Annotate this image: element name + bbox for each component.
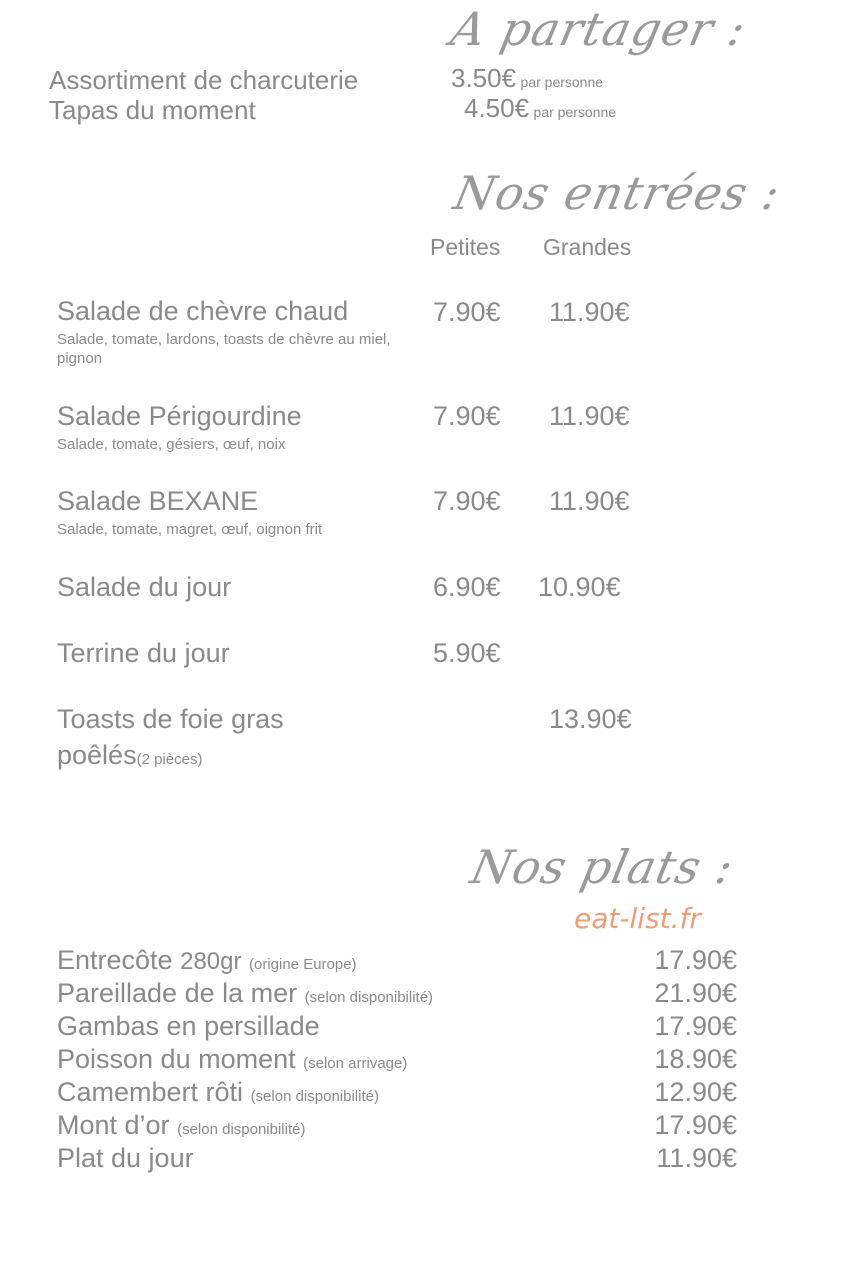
plat-price: 21.90€ bbox=[654, 978, 737, 1008]
price-unit: par personne bbox=[520, 74, 604, 90]
plat-name bbox=[57, 1110, 305, 1141]
entree-price-large: 10.90€ bbox=[538, 572, 621, 602]
entree-name: Salade BEXANE bbox=[57, 486, 259, 516]
section-title-plats: Nos plats : bbox=[466, 840, 739, 894]
plat-name-text: Pareillade de la mer bbox=[57, 978, 298, 1008]
plat-note: (selon disponibilité) bbox=[304, 989, 434, 1006]
price-value: 3.50€ bbox=[451, 63, 517, 93]
entree-description: Salade, tomate, gésiers, œuf, noix bbox=[57, 436, 286, 453]
plat-row bbox=[57, 1044, 737, 1077]
plat-name-text: Plat du jour bbox=[57, 1143, 194, 1173]
plat-row bbox=[57, 978, 737, 1011]
entree-name: Terrine du jour bbox=[57, 638, 230, 668]
plat-price: 18.90€ bbox=[654, 1044, 737, 1074]
plat-price: 17.90€ bbox=[654, 1011, 737, 1041]
column-header-petites: Petites bbox=[430, 234, 501, 260]
plat-weight: 280gr bbox=[180, 948, 242, 975]
entree-name-line2 bbox=[57, 740, 202, 771]
entree-description: Salade, tomate, lardons, toasts de chèvre au miel, pignon bbox=[57, 331, 391, 367]
plat-note: (selon arrivage) bbox=[303, 1055, 408, 1072]
plat-price: 17.90€ bbox=[654, 945, 737, 975]
entree-price-small: 7.90€ bbox=[433, 297, 501, 327]
entree-name: Toasts de foie gras bbox=[57, 704, 284, 734]
plat-name bbox=[57, 945, 357, 976]
entree-price-large: 11.90€ bbox=[549, 401, 630, 431]
entree-name: Salade Périgourdine bbox=[57, 401, 302, 431]
entree-price-small: 5.90€ bbox=[433, 638, 501, 668]
price-unit: par personne bbox=[533, 104, 617, 120]
plat-name-text: Poisson du moment bbox=[57, 1044, 296, 1074]
entree-note: (2 pièces) bbox=[136, 751, 203, 768]
plat-name bbox=[57, 1077, 379, 1108]
entree-price-small: 6.90€ bbox=[433, 572, 501, 602]
column-header-grandes: Grandes bbox=[543, 234, 632, 260]
entree-price-large: 11.90€ bbox=[549, 486, 630, 516]
plat-row bbox=[57, 1011, 737, 1044]
plat-name-text: Gambas en persillade bbox=[57, 1011, 320, 1041]
entree-name: Salade de chèvre chaud bbox=[57, 296, 349, 326]
entree-price-small: 7.90€ bbox=[433, 486, 501, 516]
plat-row bbox=[57, 1143, 737, 1176]
partager-item-name: Assortiment de charcuterie bbox=[49, 65, 359, 95]
section-title-partager: A partager : bbox=[446, 2, 752, 56]
plat-name bbox=[57, 1044, 407, 1075]
entree-price-small: 7.90€ bbox=[433, 401, 501, 431]
partager-item-price bbox=[464, 93, 616, 124]
entree-price-large: 11.90€ bbox=[549, 297, 630, 327]
plat-price: 12.90€ bbox=[654, 1077, 737, 1107]
plat-name-text: Mont d’or bbox=[57, 1110, 170, 1140]
partager-item-name: Tapas du moment bbox=[49, 95, 256, 125]
price-value: 4.50€ bbox=[464, 93, 530, 123]
entree-description: Salade, tomate, magret, œuf, oignon frit bbox=[57, 521, 323, 538]
plat-name-text: Camembert rôti bbox=[57, 1077, 244, 1107]
plat-price: 17.90€ bbox=[654, 1110, 737, 1140]
plat-name bbox=[57, 978, 433, 1009]
watermark-text: eat-list.fr bbox=[574, 902, 701, 935]
plat-price: 11.90€ bbox=[656, 1143, 737, 1173]
partager-item-price bbox=[451, 63, 603, 94]
entree-name: Salade du jour bbox=[57, 572, 232, 602]
plat-note: (selon disponibilité) bbox=[250, 1088, 379, 1105]
entree-price-large: 13.90€ bbox=[549, 704, 632, 734]
plat-name bbox=[57, 1011, 320, 1042]
plat-row bbox=[57, 1110, 737, 1143]
plat-note: (origine Europe) bbox=[249, 956, 357, 973]
plat-name bbox=[57, 1143, 194, 1174]
plat-row bbox=[57, 1077, 737, 1110]
plat-row bbox=[57, 945, 737, 978]
section-title-entrees: Nos entrées : bbox=[449, 166, 786, 220]
plat-name-text: Entrecôte bbox=[57, 945, 173, 975]
entree-name-part: poêlés bbox=[57, 740, 137, 770]
plat-note: (selon disponibilité) bbox=[177, 1121, 306, 1138]
